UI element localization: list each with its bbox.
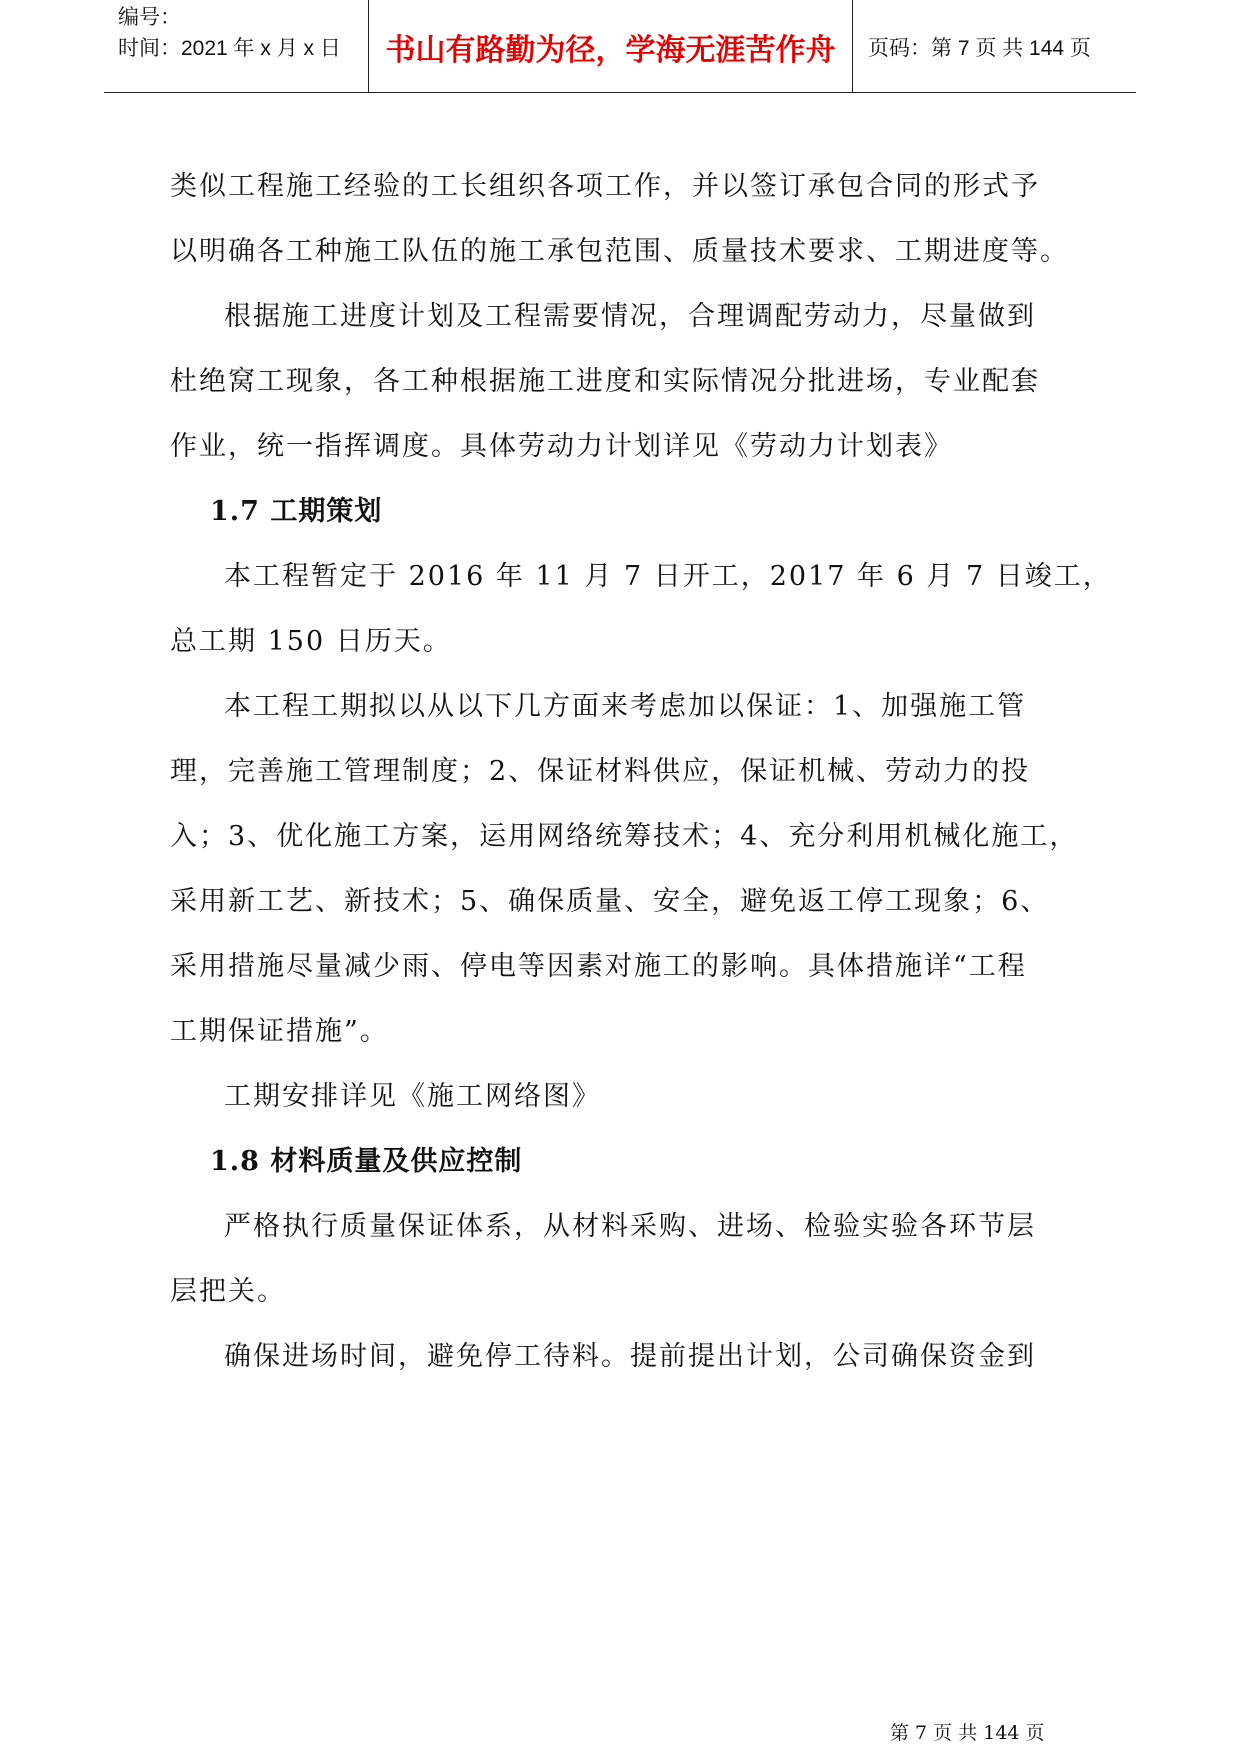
body-line: 总工期 150 日历天。 — [170, 626, 452, 657]
body-line: 工期安排详见《施工网络图》 — [224, 1081, 601, 1112]
body-line: 根据施工进度计划及工程需要情况，合理调配劳动力，尽量做到 — [224, 301, 1036, 332]
body-line: 确保进场时间，避免停工待料。提前提出计划，公司确保资金到 — [224, 1341, 1036, 1372]
body-line: 作业，统一指挥调度。具体劳动力计划详见《劳动力计划表》 — [170, 431, 953, 462]
page-header — [104, 0, 1136, 93]
body-line: 本工程工期拟以从以下几方面来考虑加以保证：1、加强施工管 — [224, 691, 1027, 722]
body-line: 层把关。 — [170, 1276, 286, 1307]
section-heading: 1.8 材料质量及供应控制 — [210, 1146, 523, 1177]
section-heading: 1.7 工期策划 — [210, 496, 383, 527]
document-time-label: 时间：2021 年 x 月 x 日 — [118, 37, 341, 60]
document-number-label: 编号： — [118, 6, 181, 29]
body-line: 本工程暂定于 2016 年 11 月 7 日开工，2017 年 6 月 7 日竣工， — [224, 561, 1112, 592]
body-line: 理，完善施工管理制度；2、保证材料供应，保证机械、劳动力的投 — [170, 756, 1031, 787]
body-line: 以明确各工种施工队伍的施工承包范围、质量技术要求、工期进度等。 — [170, 236, 1069, 267]
header-motto: 书山有路勤为径，学海无涯苦作舟 — [385, 32, 836, 68]
body-line: 工期保证措施”。 — [170, 1016, 389, 1047]
body-line: 严格执行质量保证体系，从材料采购、进场、检验实验各环节层 — [224, 1211, 1036, 1242]
header-divider — [852, 0, 853, 93]
body-line: 入；3、优化施工方案，运用网络统筹技术；4、充分利用机械化施工， — [170, 821, 1079, 852]
header-page-number: 页码：第 7 页 共 144 页 — [868, 36, 1091, 60]
page-footer: 第 7 页 共 144 页 — [890, 1722, 1045, 1744]
body-line: 采用新工艺、新技术；5、确保质量、安全，避免返工停工现象；6、 — [170, 886, 1050, 917]
body-line: 杜绝窝工现象，各工种根据施工进度和实际情况分批进场，专业配套 — [170, 366, 1040, 397]
body-line: 类似工程施工经验的工长组织各项工作，并以签订承包合同的形式予 — [170, 171, 1040, 202]
body-line: 采用措施尽量减少雨、停电等因素对施工的影响。具体措施详“工程 — [170, 951, 1027, 982]
